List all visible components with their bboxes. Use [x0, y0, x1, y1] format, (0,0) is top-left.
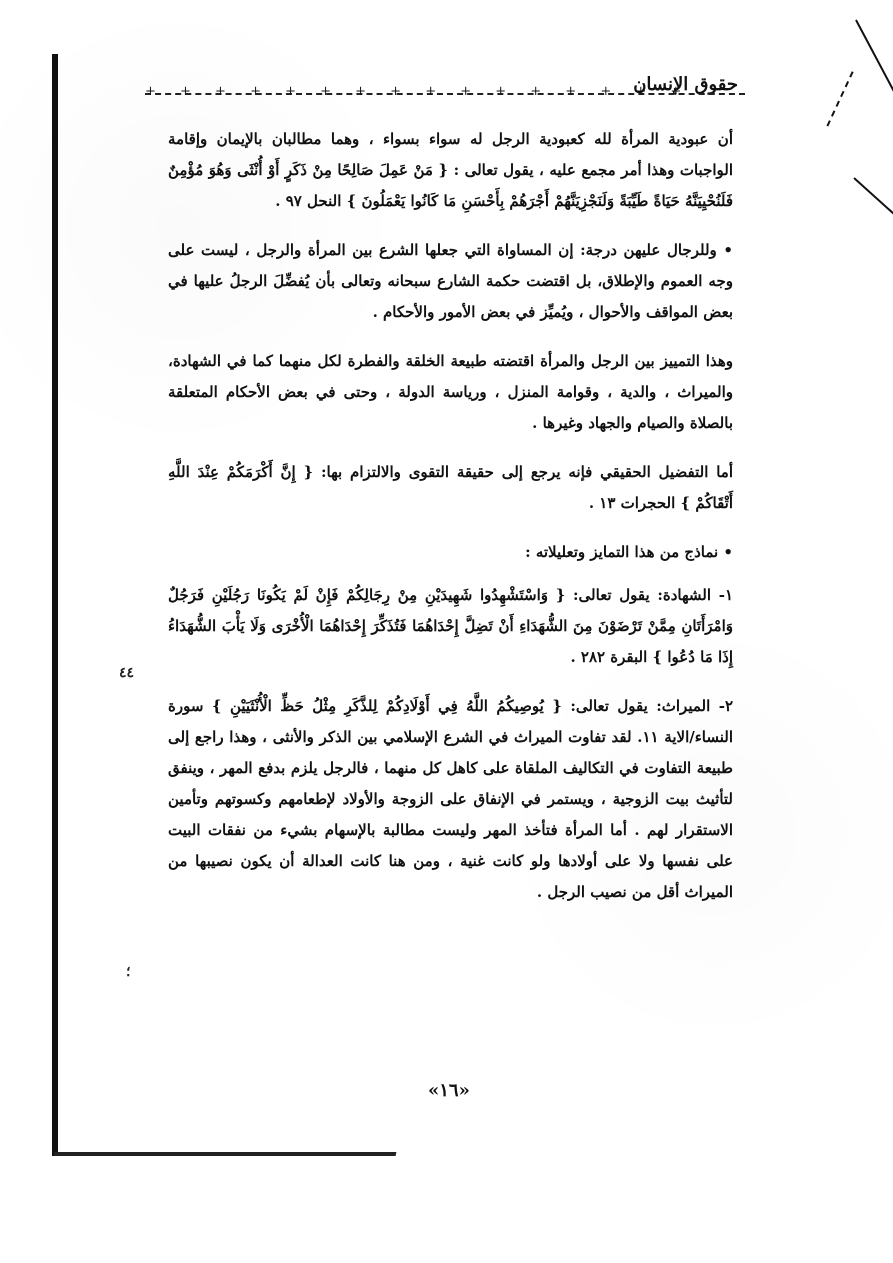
- left-binding-edge: [52, 54, 58, 1156]
- paragraph-degree: • وللرجال عليهن درجة: إن المساواة التي جعلها الشرع بين المرأة والرجل ، ليست على وجه العموم والإطلاق، بل اقتضت حكمة الشارع سبحانه وتعالى بأن يُفضِّلَ الرجلُ عليها في بعض المواقف والأحوال ، ويُميِّز في بعض الأمور والأحكام .: [168, 241, 733, 321]
- paragraph-inheritance: ٢- الميراث: يقول تعالى: { يُوصِيكُمُ اللَّهُ فِي أَوْلَادِكُمْ لِلذَّكَرِ مِثْلُ حَظِّ الْأُنْثَيَيْنِ } سورة النساء/الاية ١١. لقد تفاوت الميراث في الشرع الإسلامي بين الذكر والأنثى ، وهذا راجع إلى طبيعة التفاوت في التكاليف الملقاة على كاهل كل منهما ، فالرجل يلزم بدفع المهر ، وينفق لتأثيث بيت الزوجية ، ويستمر في الإنفاق على الزوجة والأولاد لإطعامهم وكسوتهم وتأمين الاستقرار لهم . أما المرأة فتأخذ المهر وليست مطالبة بالإسهام بشيء من نفقات البيت على نفسها ولا على أولادها ولو كانت غنية ، ومن هنا كانت العدالة أن يكون نصيبها من الميراث أقل من نصيب الرجل .: [168, 697, 733, 901]
- fold-line-primary: [855, 20, 893, 259]
- page-corner-fold: [813, 0, 893, 320]
- margin-mark-bottom: ؛: [126, 964, 131, 980]
- page-header: [0, 76, 893, 106]
- paragraph-true-preference: أما التفضيل الحقيقي فإنه يرجع إلى حقيقة التقوى والالتزام بها: { إِنَّ أَكْرَمَكُمْ عِنْدَ اللَّهِ أَتْقَاكُمْ } الحجرات ١٣ .: [168, 463, 733, 512]
- bottom-scan-line: [54, 1152, 397, 1156]
- margin-mark-top: ٤٤: [119, 665, 135, 681]
- header-title: حقوق الإنسان: [633, 74, 738, 95]
- document-body: [168, 124, 733, 926]
- paragraph-models-heading: • نماذج من هذا التمايز وتعليلاته :: [525, 543, 733, 561]
- fold-line-secondary: [853, 177, 893, 251]
- paragraph-testimony: ١- الشهادة: يقول تعالى: { وَاسْتَشْهِدُوا شَهِيدَيْنِ مِنْ رِجَالِكُمْ فَإِنْ لَمْ يَكُونَا رَجُلَيْنِ فَرَجُلٌ وَامْرَأَتَانِ مِمَّنْ تَرْضَوْنَ مِنَ الشُّهَدَاءِ أَنْ تَضِلَّ إِحْدَاهُمَا فَتُذَكِّرَ إِحْدَاهُمَا الْأُخْرَى وَلَا يَأْبَ الشُّهَدَاءُ إِذَا مَا دُعُوا } البقرة ٢٨٢ .: [168, 586, 733, 666]
- paragraph-distinction-examples: وهذا التمييز بين الرجل والمرأة اقتضته طبيعة الخلقة والفطرة لكل منهما كما في الشهادة، والميراث ، والدية ، وقوامة المنزل ، ورياسة الدولة ، وحتى في بعض الأحكام المتعلقة بالصلاة والصيام والجهاد وغيرها .: [168, 352, 733, 432]
- paragraph-equality-worship: أن عبودية المرأة لله كعبودية الرجل له سواء بسواء ، وهما مطالبان بالإيمان وإقامة الواجبات وهذا أمر مجمع عليه ، يقول تعالى : { مَنْ عَمِلَ صَالِحًا مِنْ ذَكَرٍ أَوْ أُنْثَى وَهُوَ مُؤْمِنٌ فَلَنُحْيِيَنَّهُ حَيَاةً طَيِّبَةً وَلَنَجْزِيَنَّهُمْ أَجْرَهُمْ بِأَحْسَنِ مَا كَانُوا يَعْمَلُونَ } النحل ٩٧ .: [168, 130, 733, 210]
- page-number: «١٦»: [428, 1080, 470, 1101]
- dashed-header-rule: [145, 93, 745, 95]
